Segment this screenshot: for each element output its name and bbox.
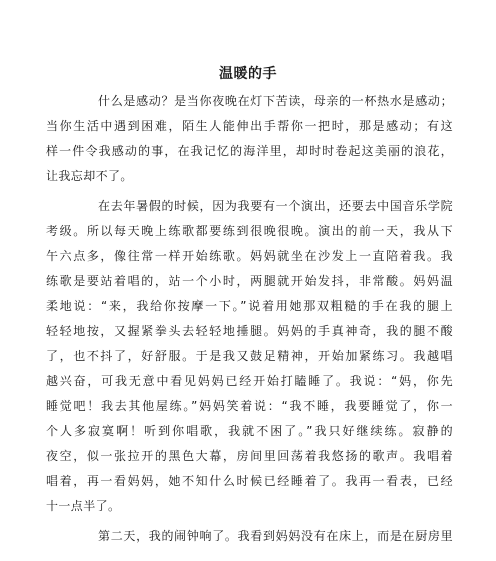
text-line: 考级。所以每天晚上练歌都要练到很晚很晚。演出的前一天，我从下 — [46, 224, 453, 238]
text-line: 夜空，似一张拉开的黑色大幕，房间里回荡着我悠扬的歌声。我唱着 — [46, 449, 453, 463]
text-line: 午六点多，像往常一样开始练歌。妈妈就坐在沙发上一直陪着我。我 — [46, 249, 453, 263]
paragraph — [46, 524, 453, 549]
text-line: 什么是感动？是当你夜晚在灯下苦读，母亲的一杯热水是感动； — [98, 94, 453, 108]
text-line: 个人多寂寞啊！听到你唱歌，我就不困了。”我只好继续练。寂静的 — [46, 424, 453, 438]
text-line: 在去年暑假的时候，因为我要有一个演出，还要去中国音乐学院 — [98, 199, 453, 213]
text-line: 十一点半了。 — [46, 499, 121, 513]
text-line: 睡觉吧！我去其他屋练。”妈妈笑着说：“我不睡，我要睡觉了，你一 — [46, 399, 453, 413]
document-title: 温暖的手 — [219, 66, 277, 82]
text-line: 唱着，再一看妈妈，她不知什么时候已经睡着了。我再一看表，已经 — [46, 474, 453, 488]
text-line: 轻轻地按，又握紧拳头去轻轻地捶腿。妈妈的手真神奇，我的腿不酸 — [46, 324, 453, 338]
text-line: 样一件令我感动的事，在我记忆的海洋里，却时时卷起这美丽的浪花， — [46, 144, 453, 158]
text-line: 第二天，我的闹钟响了。我看到妈妈没有在床上，而是在厨房里 — [98, 529, 453, 543]
paragraph — [46, 194, 453, 519]
text-line: 越兴奋，可我无意中看见妈妈已经开始打瞌睡了。我说：“妈，你先 — [46, 374, 453, 388]
text-line: 让我忘却不了。 — [46, 169, 133, 183]
text-line: 练歌是要站着唱的，站一个小时，两腿就开始发抖，非常酸。妈妈温 — [46, 274, 453, 288]
text-line: 了，也不抖了，好舒服。于是我又鼓足精神，开始加紧练习。我越唱 — [46, 349, 453, 363]
text-line: 柔地说：“来，我给你按摩一下。”说着用她那双粗糙的手在我的腿上 — [46, 299, 453, 313]
document-body — [46, 89, 453, 554]
text-line: 当你生活中遇到困难，陌生人能伸出手帮你一把时，那是感动；有这 — [46, 119, 453, 133]
paragraph — [46, 89, 453, 189]
